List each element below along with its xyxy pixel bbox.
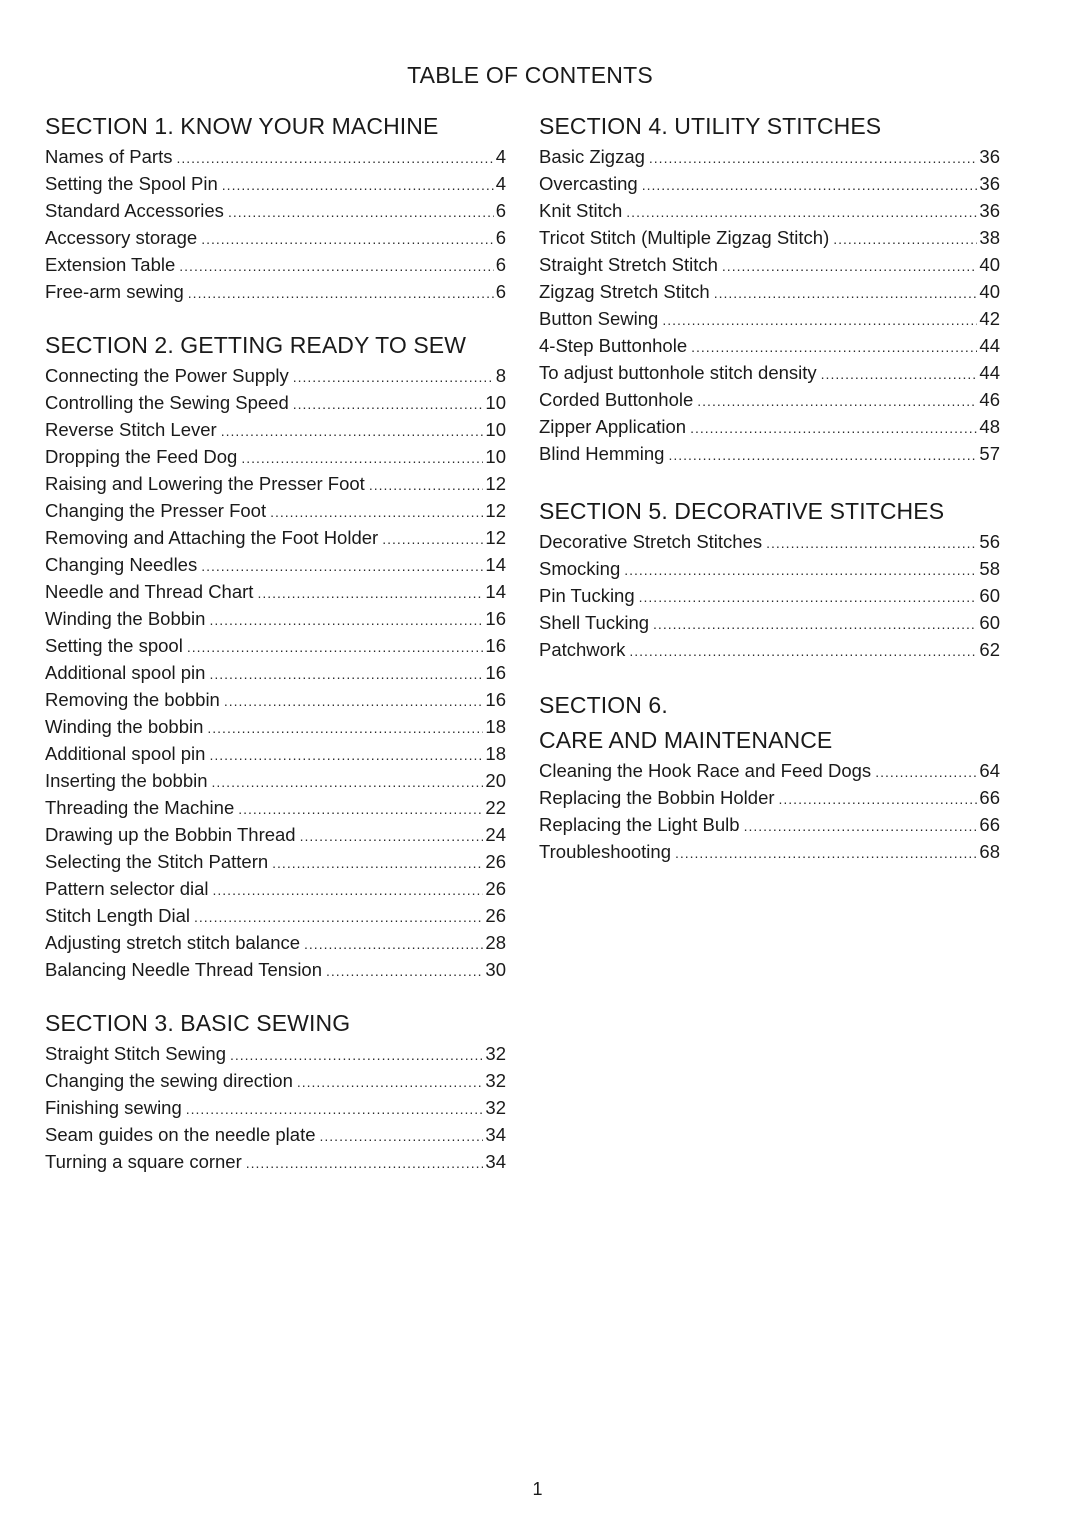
toc-entry-page: 64 bbox=[979, 760, 1000, 781]
toc-entry-title: Setting the spool bbox=[45, 635, 183, 656]
toc-entry-page: 20 bbox=[485, 770, 506, 791]
dot-leader bbox=[270, 499, 483, 526]
toc-entry[interactable] bbox=[45, 767, 506, 794]
dot-leader bbox=[662, 307, 977, 334]
toc-entry-page: 16 bbox=[485, 689, 506, 710]
toc-entry-page: 60 bbox=[979, 585, 1000, 606]
toc-column-left bbox=[45, 108, 506, 1197]
toc-entry-title: Replacing the Light Bulb bbox=[539, 814, 740, 835]
toc-entry-title: Seam guides on the needle plate bbox=[45, 1124, 316, 1145]
dot-leader bbox=[642, 172, 978, 199]
toc-entry-page: 60 bbox=[979, 612, 1000, 633]
toc-entry[interactable] bbox=[45, 524, 506, 551]
toc-entry-title: Additional spool pin bbox=[45, 662, 206, 683]
toc-entry-title: Knit Stitch bbox=[539, 200, 623, 221]
toc-section-2 bbox=[45, 327, 506, 983]
dot-leader bbox=[326, 958, 483, 985]
toc-entry[interactable] bbox=[539, 143, 1000, 170]
toc-entry[interactable] bbox=[45, 1148, 506, 1175]
toc-entry-page: 40 bbox=[979, 254, 1000, 275]
toc-entry[interactable] bbox=[45, 1121, 506, 1148]
toc-entry-page: 42 bbox=[979, 308, 1000, 329]
toc-entry-page: 14 bbox=[485, 581, 506, 602]
toc-entry[interactable] bbox=[45, 1094, 506, 1121]
dot-leader bbox=[228, 199, 494, 226]
toc-entry-title: Changing the sewing direction bbox=[45, 1070, 293, 1091]
toc-entry[interactable] bbox=[539, 386, 1000, 413]
dot-leader bbox=[766, 530, 977, 557]
toc-entry[interactable] bbox=[45, 497, 506, 524]
toc-entry-title: Decorative Stretch Stitches bbox=[539, 531, 763, 552]
toc-entry-title: 4-Step Buttonhole bbox=[539, 335, 688, 356]
toc-entry-page: 66 bbox=[979, 814, 1000, 835]
toc-entry-title: Finishing sewing bbox=[45, 1097, 182, 1118]
toc-entry[interactable] bbox=[539, 305, 1000, 332]
toc-entry-page: 34 bbox=[485, 1151, 506, 1172]
dot-leader bbox=[238, 796, 483, 823]
toc-entry-title: Winding the Bobbin bbox=[45, 608, 206, 629]
toc-entry[interactable] bbox=[539, 332, 1000, 359]
toc-entry-page: 24 bbox=[485, 824, 506, 845]
toc-entry[interactable] bbox=[45, 605, 506, 632]
dot-leader bbox=[257, 580, 483, 607]
toc-entry-title: Tricot Stitch (Multiple Zigzag Stitch) bbox=[539, 227, 830, 248]
dot-leader bbox=[201, 553, 483, 580]
dot-leader bbox=[833, 226, 977, 253]
toc-entry[interactable] bbox=[45, 224, 506, 251]
toc-entry-page: 58 bbox=[979, 558, 1000, 579]
toc-entry-page: 36 bbox=[979, 173, 1000, 194]
toc-section-6 bbox=[539, 687, 1000, 865]
toc-entry-page: 10 bbox=[485, 446, 506, 467]
toc-entry-page: 46 bbox=[979, 389, 1000, 410]
toc-entry-page: 38 bbox=[979, 227, 1000, 248]
toc-entry-page: 6 bbox=[495, 200, 506, 221]
dot-leader bbox=[382, 526, 483, 553]
toc-entry[interactable] bbox=[45, 740, 506, 767]
dot-leader bbox=[297, 1069, 484, 1096]
toc-entry[interactable] bbox=[539, 359, 1000, 386]
toc-entry-title: Replacing the Bobbin Holder bbox=[539, 787, 775, 808]
dot-leader bbox=[668, 442, 977, 469]
toc-entry-title: Zipper Application bbox=[539, 416, 687, 437]
toc-entry[interactable] bbox=[45, 794, 506, 821]
toc-entry-page: 22 bbox=[485, 797, 506, 818]
dot-leader bbox=[697, 388, 977, 415]
dot-leader bbox=[691, 334, 977, 361]
toc-section-4 bbox=[539, 108, 1000, 467]
dot-leader bbox=[188, 280, 494, 307]
toc-entry-title: Free-arm sewing bbox=[45, 281, 184, 302]
toc-entry-title: Reverse Stitch Lever bbox=[45, 419, 217, 440]
toc-entry-page: 10 bbox=[485, 419, 506, 440]
toc-entry[interactable] bbox=[45, 848, 506, 875]
toc-entry-title: Threading the Machine bbox=[45, 797, 235, 818]
toc-entry-page: 62 bbox=[979, 639, 1000, 660]
toc-entry-title: Changing the Presser Foot bbox=[45, 500, 267, 521]
toc-entry-title: Smocking bbox=[539, 558, 621, 579]
toc-entry-page: 32 bbox=[485, 1043, 506, 1064]
toc-entry-page: 36 bbox=[979, 200, 1000, 221]
toc-entry-page: 44 bbox=[979, 362, 1000, 383]
toc-entry-title: Removing and Attaching the Foot Holder bbox=[45, 527, 379, 548]
toc-entry-title: Cleaning the Hook Race and Feed Dogs bbox=[539, 760, 872, 781]
toc-entry-page: 4 bbox=[495, 146, 506, 167]
toc-entry[interactable] bbox=[45, 470, 506, 497]
toc-column-right bbox=[539, 108, 1000, 887]
toc-entry-title: Shell Tucking bbox=[539, 612, 650, 633]
toc-entry-page: 28 bbox=[485, 932, 506, 953]
toc-entry[interactable] bbox=[45, 197, 506, 224]
toc-entry-title: Pattern selector dial bbox=[45, 878, 209, 899]
toc-entry-page: 6 bbox=[495, 227, 506, 248]
toc-entry[interactable] bbox=[539, 784, 1000, 811]
dot-leader bbox=[304, 931, 483, 958]
toc-entry-title: Changing Needles bbox=[45, 554, 198, 575]
toc-entry[interactable] bbox=[539, 582, 1000, 609]
toc-entry-title: Corded Buttonhole bbox=[539, 389, 694, 410]
toc-entry-title: Controlling the Sewing Speed bbox=[45, 392, 289, 413]
toc-entry-page: 8 bbox=[495, 365, 506, 386]
dot-leader bbox=[369, 472, 484, 499]
toc-entry-page: 6 bbox=[495, 254, 506, 275]
section-heading: SECTION 5. DECORATIVE STITCHES bbox=[539, 498, 945, 524]
toc-entry[interactable] bbox=[45, 278, 506, 305]
dot-leader bbox=[821, 361, 978, 388]
toc-entry[interactable] bbox=[539, 528, 1000, 555]
toc-entry-page: 16 bbox=[485, 662, 506, 683]
toc-entry-title: Overcasting bbox=[539, 173, 638, 194]
toc-entry-title: Needle and Thread Chart bbox=[45, 581, 254, 602]
toc-entry-page: 18 bbox=[485, 743, 506, 764]
dot-leader bbox=[293, 364, 494, 391]
toc-entry[interactable] bbox=[45, 956, 506, 983]
toc-entry[interactable] bbox=[45, 416, 506, 443]
dot-leader bbox=[875, 759, 977, 786]
toc-section-1 bbox=[45, 108, 506, 305]
toc-entry-page: 40 bbox=[979, 281, 1000, 302]
toc-entry[interactable] bbox=[45, 578, 506, 605]
dot-leader bbox=[272, 850, 483, 877]
toc-entry-title: Straight Stretch Stitch bbox=[539, 254, 718, 275]
section-heading: SECTION 6. bbox=[539, 692, 668, 718]
toc-entry[interactable] bbox=[45, 659, 506, 686]
toc-entry[interactable] bbox=[45, 821, 506, 848]
toc-entry-title: Troubleshooting bbox=[539, 841, 671, 862]
dot-leader bbox=[177, 145, 494, 172]
toc-entry-title: Straight Stitch Sewing bbox=[45, 1043, 226, 1064]
toc-entry-page: 4 bbox=[495, 173, 506, 194]
toc-entry[interactable] bbox=[539, 251, 1000, 278]
toc-entry[interactable] bbox=[45, 389, 506, 416]
dot-leader bbox=[187, 634, 484, 661]
section-heading: SECTION 4. UTILITY STITCHES bbox=[539, 113, 882, 139]
toc-entry[interactable] bbox=[45, 170, 506, 197]
dot-leader bbox=[639, 584, 978, 611]
toc-entry-title: Balancing Needle Thread Tension bbox=[45, 959, 323, 980]
dot-leader bbox=[186, 1096, 484, 1123]
dot-leader bbox=[626, 199, 977, 226]
dot-leader bbox=[649, 145, 978, 172]
section-heading: SECTION 2. GETTING READY TO SEW bbox=[45, 332, 467, 358]
toc-entry-page: 16 bbox=[485, 608, 506, 629]
dot-leader bbox=[293, 391, 484, 418]
toc-entry[interactable] bbox=[539, 413, 1000, 440]
toc-entry-title: Pin Tucking bbox=[539, 585, 635, 606]
toc-entry-title: Drawing up the Bobbin Thread bbox=[45, 824, 296, 845]
toc-entry-page: 32 bbox=[485, 1070, 506, 1091]
section-heading: SECTION 3. BASIC SEWING bbox=[45, 1010, 351, 1036]
toc-entry[interactable] bbox=[539, 197, 1000, 224]
section-heading: SECTION 1. KNOW YOUR MACHINE bbox=[45, 113, 439, 139]
toc-entry[interactable] bbox=[45, 929, 506, 956]
toc-entry-page: 32 bbox=[485, 1097, 506, 1118]
dot-leader bbox=[624, 557, 977, 584]
dot-leader bbox=[629, 638, 977, 665]
dot-leader bbox=[300, 823, 484, 850]
toc-entry-title: Basic Zigzag bbox=[539, 146, 645, 167]
toc-entry[interactable] bbox=[539, 278, 1000, 305]
toc-entry-page: 26 bbox=[485, 878, 506, 899]
toc-entry[interactable] bbox=[539, 170, 1000, 197]
toc-entry-page: 34 bbox=[485, 1124, 506, 1145]
dot-leader bbox=[690, 415, 977, 442]
dot-leader bbox=[714, 280, 978, 307]
dot-leader bbox=[201, 226, 494, 253]
toc-entry-page: 12 bbox=[485, 500, 506, 521]
toc-entry-page: 68 bbox=[979, 841, 1000, 862]
dot-leader bbox=[744, 813, 978, 840]
toc-section-3 bbox=[45, 1005, 506, 1175]
toc-entry-title: Selecting the Stitch Pattern bbox=[45, 851, 269, 872]
toc-entry-title: To adjust buttonhole stitch density bbox=[539, 362, 817, 383]
toc-entry-title: Blind Hemming bbox=[539, 443, 665, 464]
toc-entry-page: 26 bbox=[485, 905, 506, 926]
toc-entry-page: 16 bbox=[485, 635, 506, 656]
toc-entry-title: Adjusting stretch stitch balance bbox=[45, 932, 301, 953]
toc-entry-page: 10 bbox=[485, 392, 506, 413]
toc-entry-page: 18 bbox=[485, 716, 506, 737]
dot-leader bbox=[241, 445, 483, 472]
toc-entry-title: Raising and Lowering the Presser Foot bbox=[45, 473, 365, 494]
toc-entry[interactable] bbox=[45, 443, 506, 470]
toc-entry-page: 26 bbox=[485, 851, 506, 872]
toc-entry-title: Additional spool pin bbox=[45, 743, 206, 764]
toc-entry-page: 36 bbox=[979, 146, 1000, 167]
dot-leader bbox=[209, 742, 483, 769]
toc-entry-title: Patchwork bbox=[539, 639, 626, 660]
toc-entry-page: 57 bbox=[979, 443, 1000, 464]
page-title: TABLE OF CONTENTS bbox=[407, 62, 653, 88]
toc-entry[interactable] bbox=[45, 686, 506, 713]
toc-entry-page: 30 bbox=[485, 959, 506, 980]
page-number: 1 bbox=[532, 1479, 543, 1499]
dot-leader bbox=[221, 418, 484, 445]
toc-entry-title: Removing the bobbin bbox=[45, 689, 220, 710]
toc-entry[interactable] bbox=[539, 757, 1000, 784]
toc-entry[interactable] bbox=[539, 811, 1000, 838]
toc-entry-title: Winding the bobbin bbox=[45, 716, 204, 737]
dot-leader bbox=[207, 715, 483, 742]
toc-entry[interactable] bbox=[539, 440, 1000, 467]
toc-entry[interactable] bbox=[539, 555, 1000, 582]
toc-entry-page: 6 bbox=[495, 281, 506, 302]
toc-entry-title: Button Sewing bbox=[539, 308, 659, 329]
toc-entry[interactable] bbox=[45, 1040, 506, 1067]
dot-leader bbox=[320, 1123, 484, 1150]
toc-entry[interactable] bbox=[45, 362, 506, 389]
dot-leader bbox=[675, 840, 977, 867]
dot-leader bbox=[212, 769, 484, 796]
toc-entry[interactable] bbox=[45, 143, 506, 170]
toc-entry[interactable] bbox=[45, 875, 506, 902]
toc-entry-title: Zigzag Stretch Stitch bbox=[539, 281, 710, 302]
toc-entry[interactable] bbox=[539, 838, 1000, 865]
dot-leader bbox=[194, 904, 483, 931]
toc-entry-title: Standard Accessories bbox=[45, 200, 224, 221]
toc-entry[interactable] bbox=[539, 636, 1000, 663]
toc-entry-title: Names of Parts bbox=[45, 146, 173, 167]
dot-leader bbox=[209, 607, 483, 634]
dot-leader bbox=[722, 253, 978, 280]
toc-entry-title: Stitch Length Dial bbox=[45, 905, 191, 926]
toc-entry[interactable] bbox=[45, 713, 506, 740]
toc-entry[interactable] bbox=[45, 632, 506, 659]
toc-entry-page: 48 bbox=[979, 416, 1000, 437]
dot-leader bbox=[179, 253, 493, 280]
toc-entry[interactable] bbox=[45, 1067, 506, 1094]
toc-entry-title: Accessory storage bbox=[45, 227, 198, 248]
dot-leader bbox=[653, 611, 977, 638]
dot-leader bbox=[222, 172, 494, 199]
section-heading-line-2: CARE AND MAINTENANCE bbox=[539, 727, 833, 753]
toc-entry-title: Setting the Spool Pin bbox=[45, 173, 218, 194]
toc-entry-page: 12 bbox=[485, 527, 506, 548]
dot-leader bbox=[224, 688, 484, 715]
dot-leader bbox=[209, 661, 483, 688]
toc-entry[interactable] bbox=[539, 609, 1000, 636]
toc-entry-title: Inserting the bobbin bbox=[45, 770, 208, 791]
toc-entry[interactable] bbox=[539, 224, 1000, 251]
toc-entry-page: 66 bbox=[979, 787, 1000, 808]
toc-entry-page: 14 bbox=[485, 554, 506, 575]
toc-entry-title: Dropping the Feed Dog bbox=[45, 446, 238, 467]
dot-leader bbox=[246, 1150, 484, 1177]
toc-entry-page: 56 bbox=[979, 531, 1000, 552]
dot-leader bbox=[779, 786, 978, 813]
dot-leader bbox=[213, 877, 484, 904]
toc-entry-title: Extension Table bbox=[45, 254, 176, 275]
toc-entry[interactable] bbox=[45, 902, 506, 929]
toc-section-5 bbox=[539, 493, 1000, 663]
toc-entry[interactable] bbox=[45, 251, 506, 278]
toc-entry-title: Connecting the Power Supply bbox=[45, 365, 289, 386]
toc-entry-title: Turning a square corner bbox=[45, 1151, 242, 1172]
toc-entry[interactable] bbox=[45, 551, 506, 578]
toc-entry-page: 44 bbox=[979, 335, 1000, 356]
dot-leader bbox=[230, 1042, 483, 1069]
toc-entry-page: 12 bbox=[485, 473, 506, 494]
